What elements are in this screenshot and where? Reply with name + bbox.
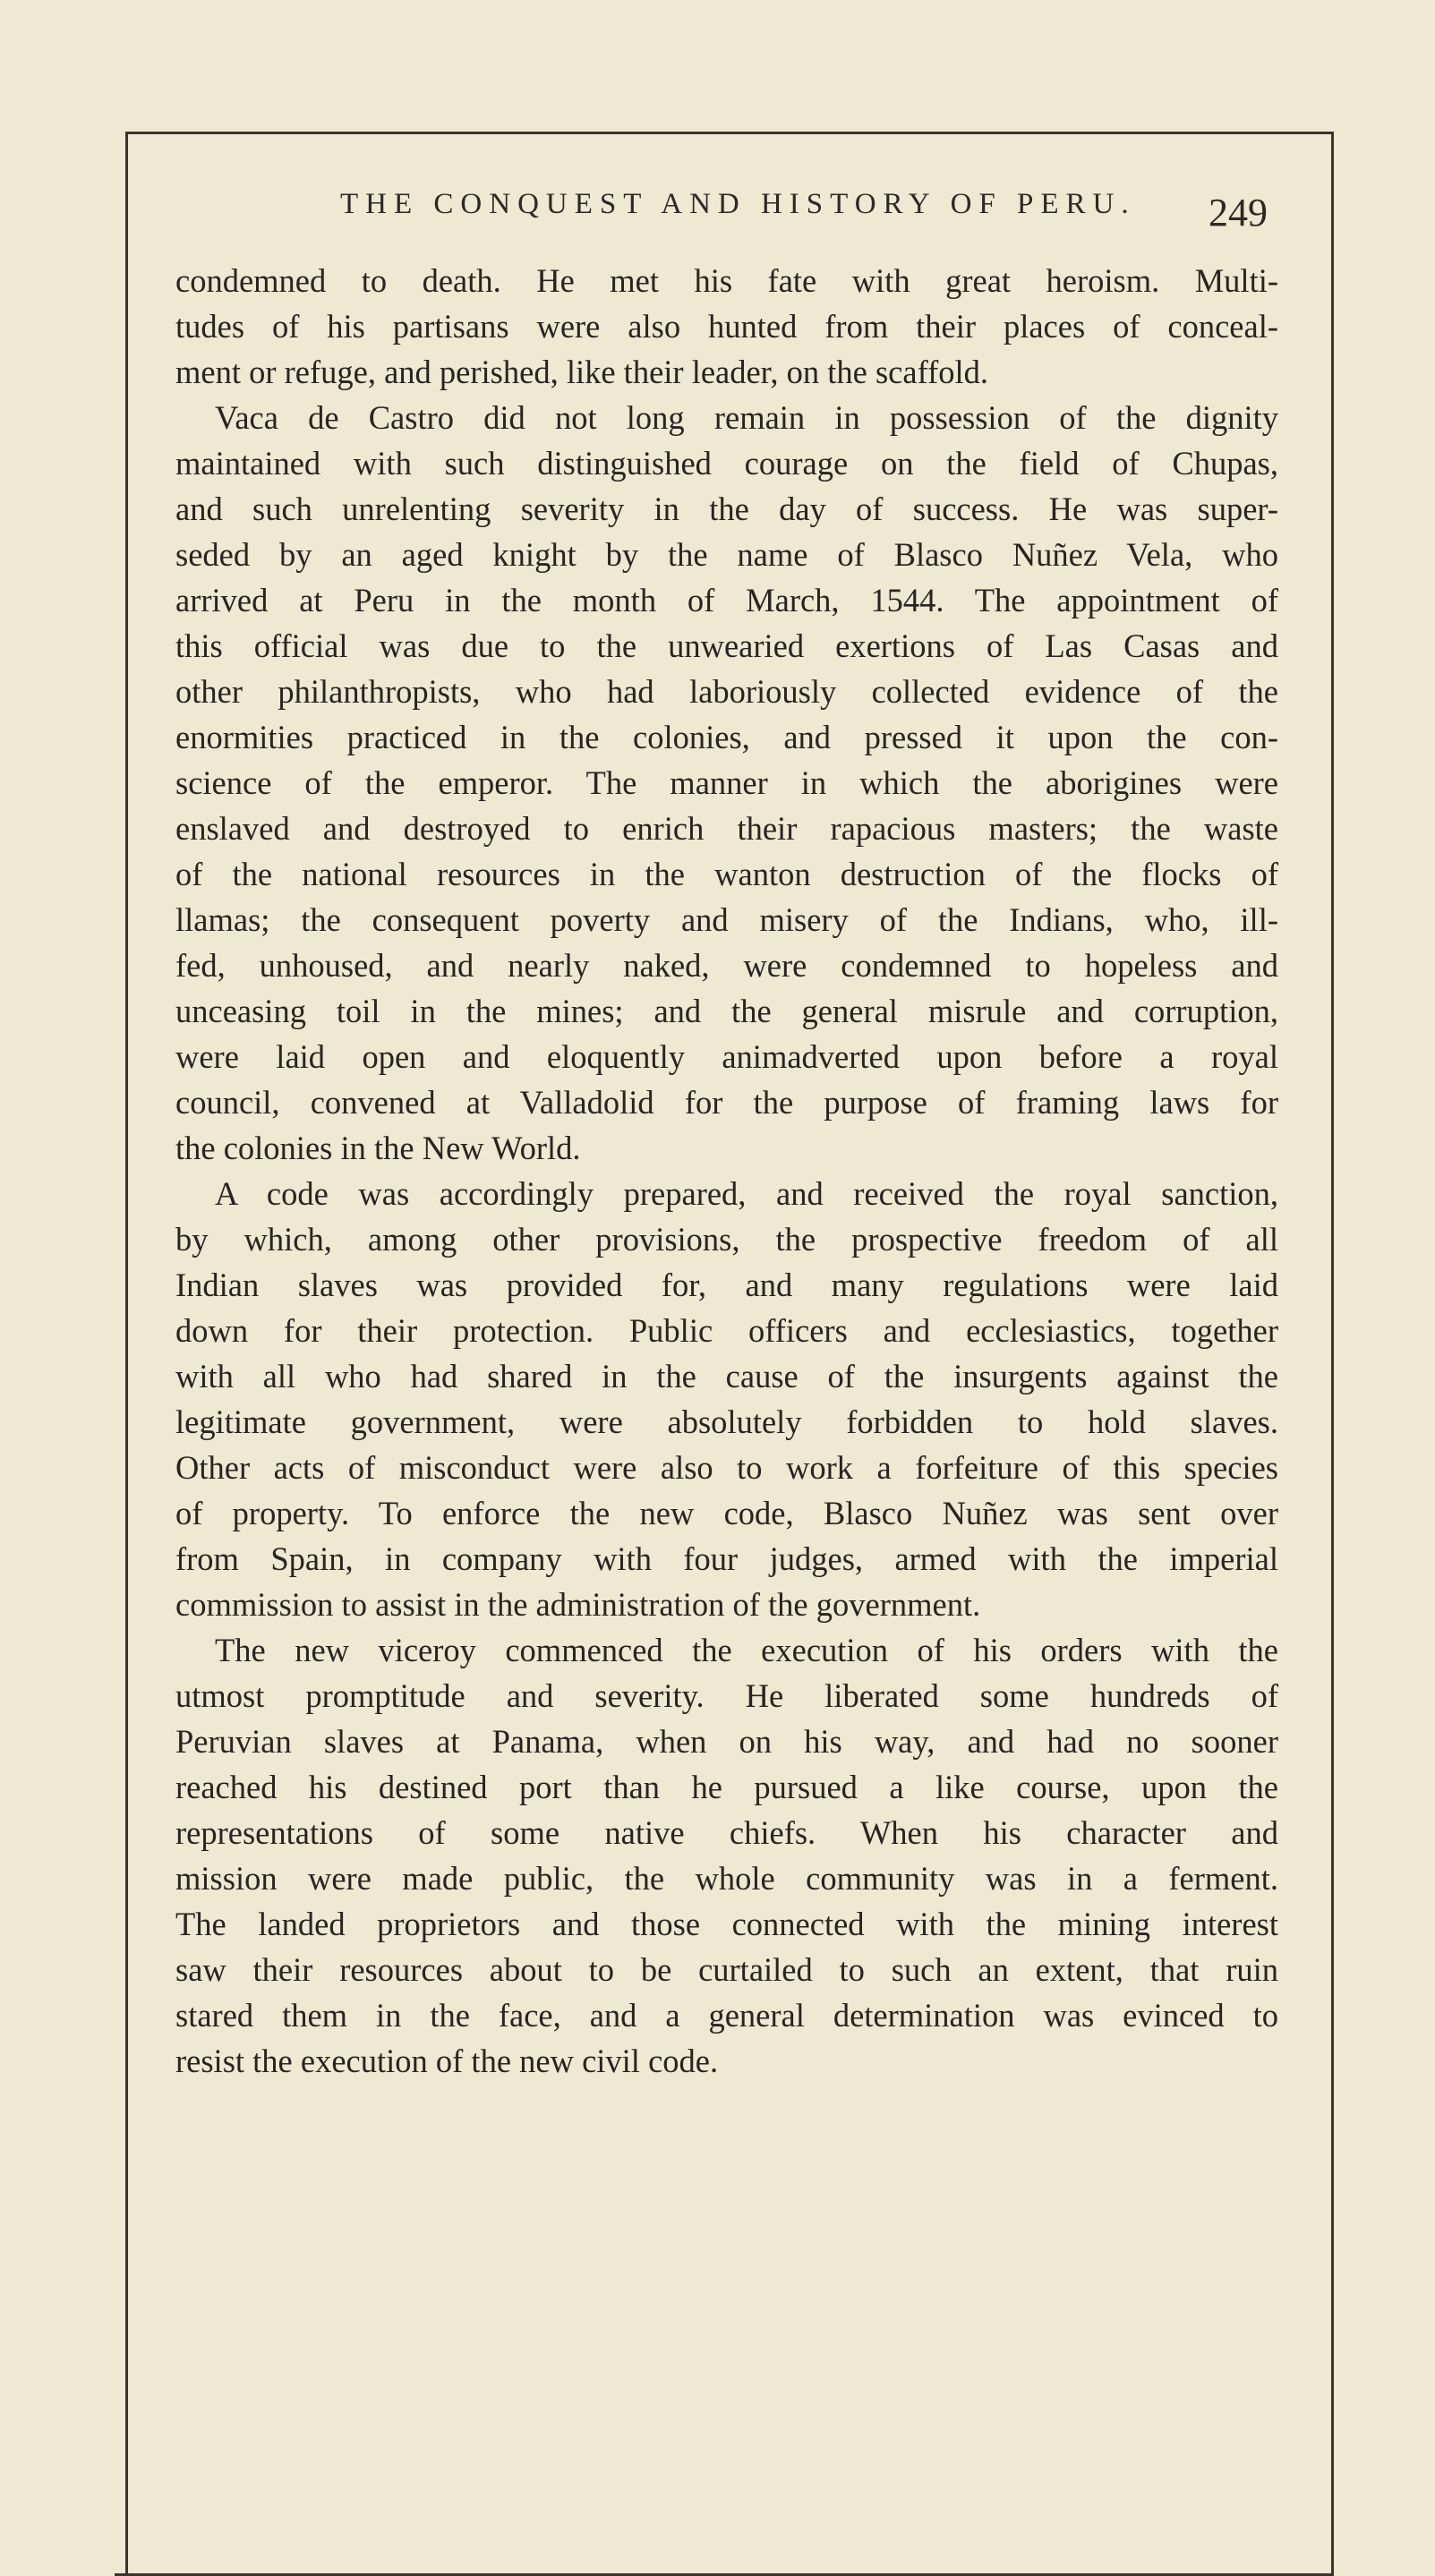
text-line: arrived at Peru in the month of March, 1544. The appointment of xyxy=(175,582,1278,618)
paragraph xyxy=(175,258,1278,395)
text-line: with all who had shared in the cause of the insurgents against the xyxy=(175,1358,1278,1395)
text-line: resist the execution of the new civil code. xyxy=(175,2043,719,2079)
text-line: The new viceroy commenced the execution of his orders with the xyxy=(215,1632,1278,1668)
text-line: Other acts of misconduct were also to work a forfeiture of this species xyxy=(175,1449,1278,1486)
text-line: by which, among other provisions, the prospective freedom of all xyxy=(175,1221,1278,1258)
right-rule xyxy=(1331,132,1334,2575)
text-line: of property. To enforce the new code, Blasco Nuñez was sent over xyxy=(175,1495,1278,1531)
text-line: tudes of his partisans were also hunted from their places of conceal- xyxy=(175,308,1278,345)
text-line: llamas; the consequent poverty and misery of the Indians, who, ill- xyxy=(175,901,1278,938)
text-line: maintained with such distinguished courage on the field of Chupas, xyxy=(175,445,1278,482)
paragraph xyxy=(175,395,1278,1171)
text-line: representations of some native chiefs. When his character and xyxy=(175,1814,1278,1851)
text-line: of the national resources in the wanton destruction of the flocks of xyxy=(175,856,1278,892)
page-number: 249 xyxy=(1209,191,1268,235)
running-head: THE CONQUEST AND HISTORY OF PERU. xyxy=(340,188,1136,220)
text-line: down for their protection. Public officers and ecclesiastics, together xyxy=(175,1312,1278,1349)
text-line: the colonies in the New World. xyxy=(175,1130,581,1166)
text-line: fed, unhoused, and nearly naked, were condemned to hopeless and xyxy=(175,947,1278,984)
text-line: unceasing toil in the mines; and the general misrule and corruption, xyxy=(175,993,1278,1029)
text-line: other philanthropists, who had laboriously collected evidence of the xyxy=(175,673,1278,710)
paragraph xyxy=(175,1171,1278,1627)
text-line: The landed proprietors and those connected with the mining interest xyxy=(175,1906,1278,1942)
text-line: from Spain, in company with four judges, armed with the imperial xyxy=(175,1540,1278,1577)
text-line: ment or refuge, and perished, like their leader, on the scaffold. xyxy=(175,354,988,390)
text-line: stared them in the face, and a general determination was evinced to xyxy=(175,1997,1278,2034)
text-line: saw their resources about to be curtailed to such an extent, that ruin xyxy=(175,1951,1278,1988)
text-line: enormities practiced in the colonies, and pressed it upon the con- xyxy=(175,719,1278,755)
text-line: Indian slaves was provided for, and many regulations were laid xyxy=(175,1267,1278,1303)
text-line: this official was due to the unwearied exertions of Las Casas and xyxy=(175,627,1278,664)
text-line: Vaca de Castro did not long remain in possession of the dignity xyxy=(215,399,1278,436)
text-line: council, convened at Valladolid for the purpose of framing laws for xyxy=(175,1084,1278,1121)
text-line: science of the emperor. The manner in which the aborigines were xyxy=(175,764,1278,801)
text-line: Peruvian slaves at Panama, when on his way, and had no sooner xyxy=(175,1723,1278,1760)
paragraph xyxy=(175,1627,1278,2084)
body-text xyxy=(175,258,1278,2084)
text-line: A code was accordingly prepared, and received the royal sanction, xyxy=(215,1175,1278,1212)
text-line: seded by an aged knight by the name of Blasco Nuñez Vela, who xyxy=(175,536,1278,573)
top-rule xyxy=(125,132,1334,134)
text-line: and such unrelenting severity in the day of success. He was super- xyxy=(175,490,1278,527)
left-rule xyxy=(125,132,128,2575)
text-line: enslaved and destroyed to enrich their rapacious masters; the waste xyxy=(175,810,1278,847)
text-line: commission to assist in the administration of the government. xyxy=(175,1586,981,1623)
text-line: mission were made public, the whole community was in a ferment. xyxy=(175,1860,1278,1897)
text-line: were laid open and eloquently animadverted upon before a royal xyxy=(175,1038,1278,1075)
text-line: legitimate government, were absolutely forbidden to hold slaves. xyxy=(175,1403,1278,1440)
text-line: utmost promptitude and severity. He liberated some hundreds of xyxy=(175,1677,1278,1714)
text-line: reached his destined port than he pursued a like course, upon the xyxy=(175,1769,1278,1805)
text-line: condemned to death. He met his fate with great heroism. Multi- xyxy=(175,262,1278,299)
